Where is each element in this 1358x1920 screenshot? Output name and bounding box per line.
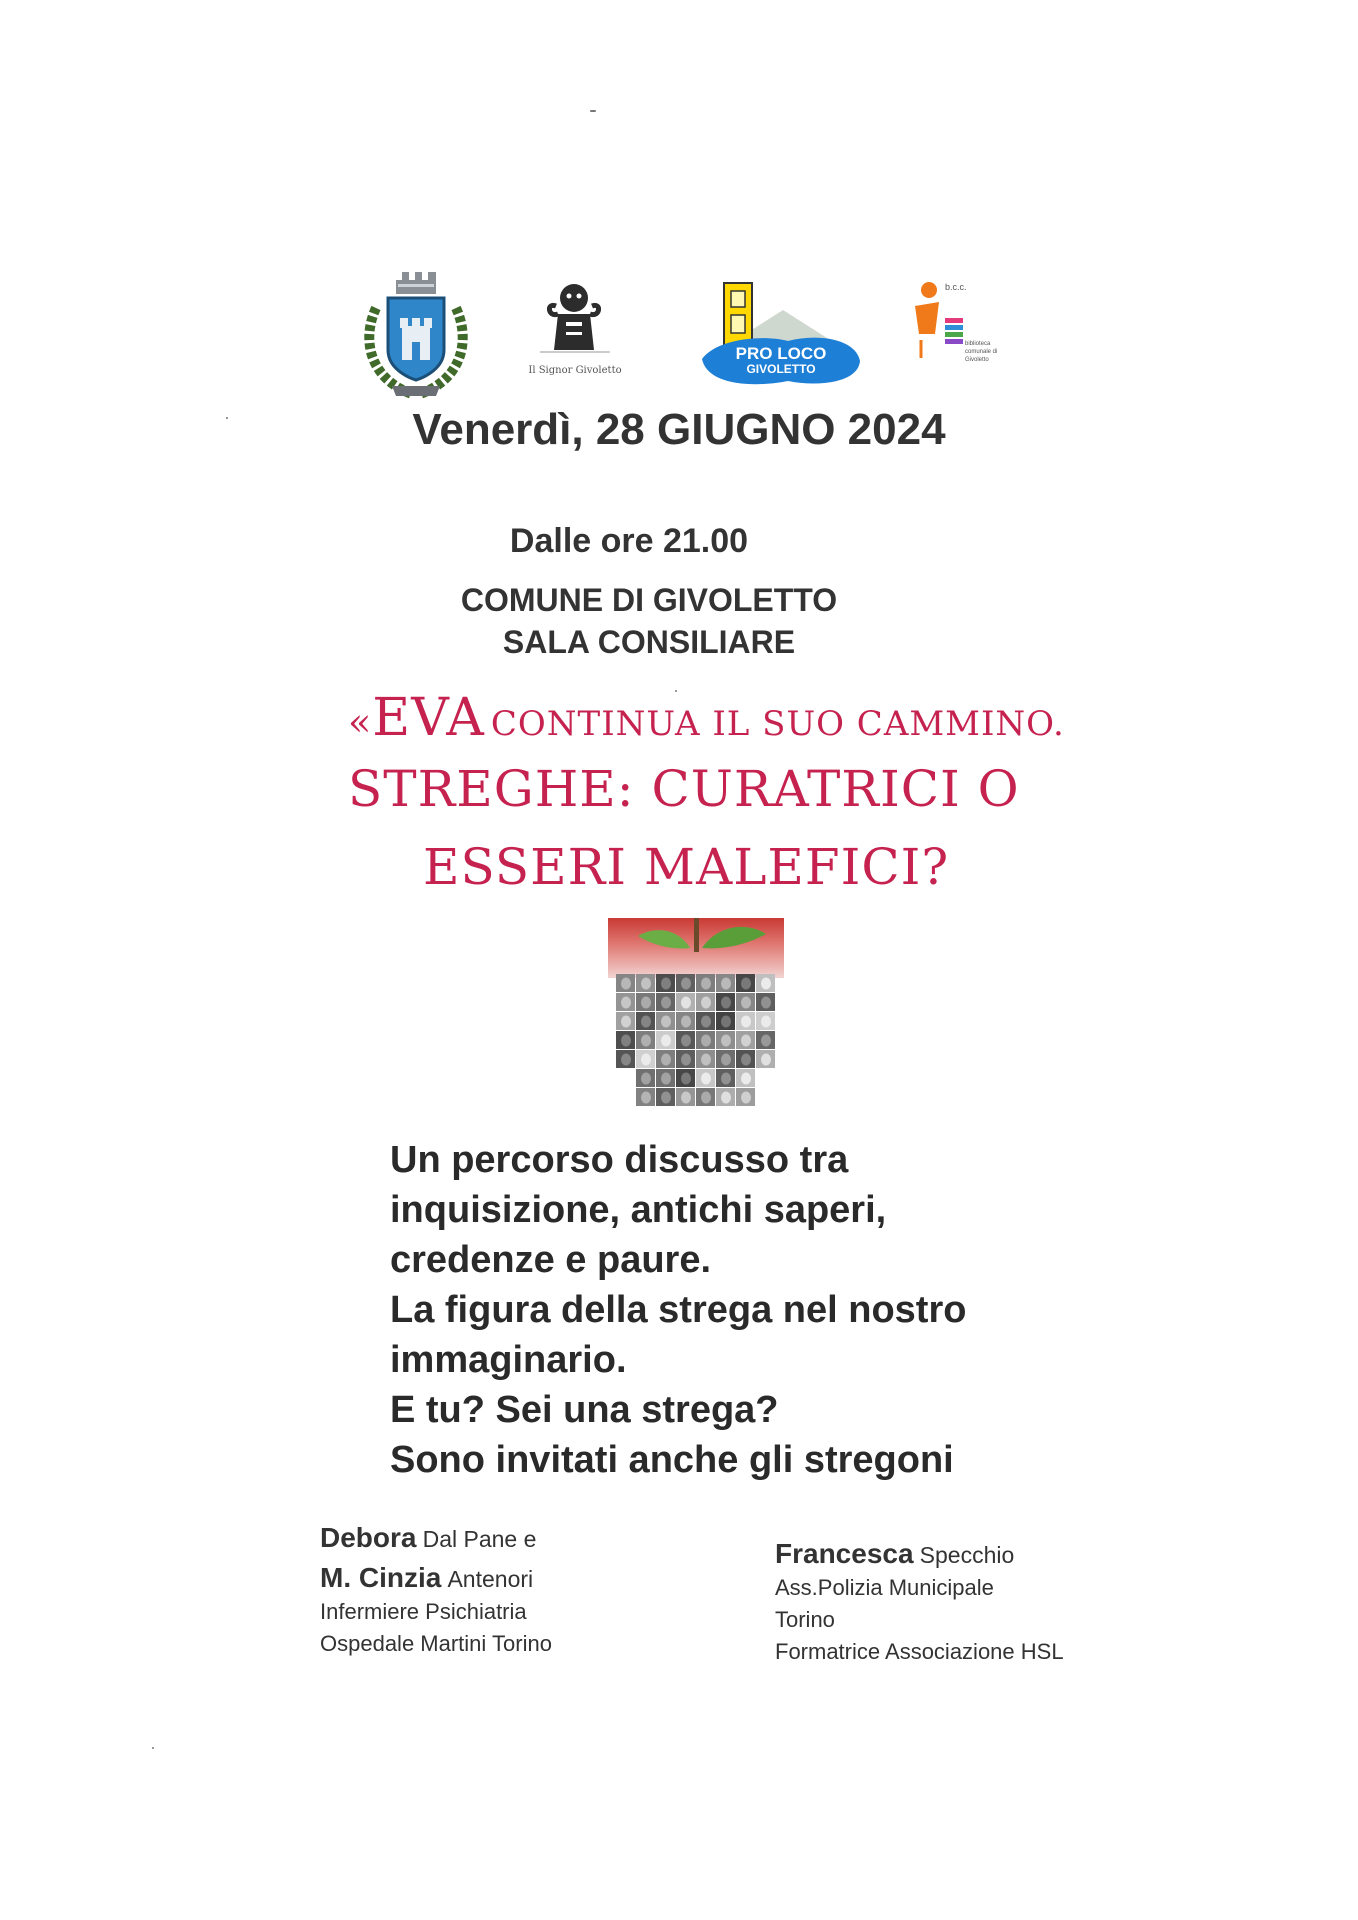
face-shape — [661, 1073, 671, 1085]
description-line: immaginario. — [390, 1339, 627, 1381]
face-shape — [721, 1092, 731, 1104]
title-line3: ESSERI MALEFICI? — [423, 838, 950, 896]
face-shape — [621, 978, 631, 990]
description-line: E tu? Sei una strega? — [390, 1389, 779, 1431]
face-shape — [721, 997, 731, 1009]
face-shape — [721, 1035, 731, 1047]
face-shape — [641, 1054, 651, 1066]
face-shape — [701, 978, 711, 990]
description-line: Un percorso discusso tra — [390, 1139, 849, 1181]
speaker2-first-name: M. Cinzia — [320, 1562, 442, 1593]
face-shape — [701, 1073, 711, 1085]
face-shape — [741, 1054, 751, 1066]
signor-givoletto-caption: Il Signor Givoletto — [528, 365, 622, 376]
event-place-line1: COMUNE DI GIVOLETTO — [460, 582, 838, 618]
face-shape — [681, 1035, 691, 1047]
apple-faces-image — [608, 918, 784, 1114]
face-shape — [701, 1054, 711, 1066]
face-shape — [621, 1016, 631, 1028]
face-shape — [701, 1016, 711, 1028]
speaker3-first-name: Francesca — [775, 1538, 914, 1569]
speaker3-last-name: Specchio — [919, 1542, 1015, 1568]
description-line: Sono invitati anche gli stregoni — [390, 1439, 954, 1481]
face-shape — [661, 1016, 671, 1028]
bcc-bottom-text: biblioteca comunale di Givoletto — [965, 341, 998, 363]
speaker-right-role1: Ass.Polizia Municipale — [775, 1575, 994, 1600]
face-shape — [741, 1073, 751, 1085]
face-shape — [741, 1016, 751, 1028]
face-shape — [641, 997, 651, 1009]
face-shape — [741, 978, 751, 990]
face-shape — [701, 1035, 711, 1047]
speaker-right-role3: Formatrice Associazione HSL — [775, 1639, 1064, 1664]
face-shape — [701, 1092, 711, 1104]
scan-speck — [590, 110, 596, 112]
description-line: credenze e paure. — [390, 1239, 712, 1281]
face-shape — [681, 1092, 691, 1104]
face-shape — [641, 1073, 651, 1085]
face-shape — [621, 997, 631, 1009]
face-shape — [721, 1054, 731, 1066]
title-line2: STREGHE: CURATRICI O — [348, 760, 1020, 818]
face-shape — [741, 1092, 751, 1104]
face-shape — [621, 1035, 631, 1047]
pro-loco-logo — [698, 275, 864, 395]
face-shape — [681, 1073, 691, 1085]
face-shape — [761, 1035, 771, 1047]
speakers-left — [320, 1522, 552, 1660]
speakers-left-role2: Ospedale Martini Torino — [320, 1631, 552, 1656]
event-date: Venerdì, 28 GIUGNO 2024 — [412, 405, 946, 454]
face-shape — [641, 1016, 651, 1028]
bcc-top-text: b.c.c. — [945, 282, 967, 292]
speaker-right — [775, 1538, 1064, 1668]
comune-crest-logo — [362, 268, 470, 403]
face-shape — [721, 1016, 731, 1028]
speaker-right-role2: Torino — [775, 1607, 835, 1632]
face-shape — [721, 1073, 731, 1085]
face-shape — [641, 1092, 651, 1104]
face-shape — [701, 997, 711, 1009]
speakers-left-role1: Infermiere Psichiatria — [320, 1599, 527, 1624]
face-shape — [621, 1054, 631, 1066]
face-shape — [761, 997, 771, 1009]
title-line1-rest: CONTINUA IL SUO CAMMINO. — [490, 704, 1065, 744]
face-shape — [661, 997, 671, 1009]
speaker1-last-name: Dal Pane e — [422, 1526, 537, 1552]
face-shape — [681, 1054, 691, 1066]
face-shape — [761, 1054, 771, 1066]
face-shape — [761, 1016, 771, 1028]
face-shape — [661, 1035, 671, 1047]
face-shape — [681, 997, 691, 1009]
face-shape — [641, 978, 651, 990]
description-line: inquisizione, antichi saperi, — [390, 1189, 887, 1231]
title-eva: EVA — [372, 688, 485, 748]
pro-loco-line1: PRO LOCO — [735, 344, 827, 363]
scan-speck — [152, 1747, 154, 1749]
pro-loco-line2: GIVOLETTO — [746, 362, 816, 376]
speaker1-first-name: Debora — [320, 1522, 417, 1553]
event-time: Dalle ore 21.00 — [509, 522, 749, 560]
description-line: La figura della strega nel nostro — [390, 1289, 967, 1331]
face-shape — [641, 1035, 651, 1047]
title-open-quote: « — [348, 700, 373, 744]
face-shape — [661, 1054, 671, 1066]
face-shape — [741, 997, 751, 1009]
signor-givoletto-logo — [510, 278, 640, 380]
title-line1 — [348, 688, 1065, 748]
face-shape — [761, 978, 771, 990]
face-shape — [661, 978, 671, 990]
face-shape — [721, 978, 731, 990]
event-place-line2: SALA CONSILIARE — [502, 624, 796, 660]
face-shape — [741, 1035, 751, 1047]
face-shape — [681, 978, 691, 990]
description-block — [390, 1135, 1110, 1485]
face-shape — [681, 1016, 691, 1028]
speaker2-last-name: Antenori — [447, 1566, 534, 1592]
face-shape — [661, 1092, 671, 1104]
bcc-library-logo — [905, 278, 1015, 373]
